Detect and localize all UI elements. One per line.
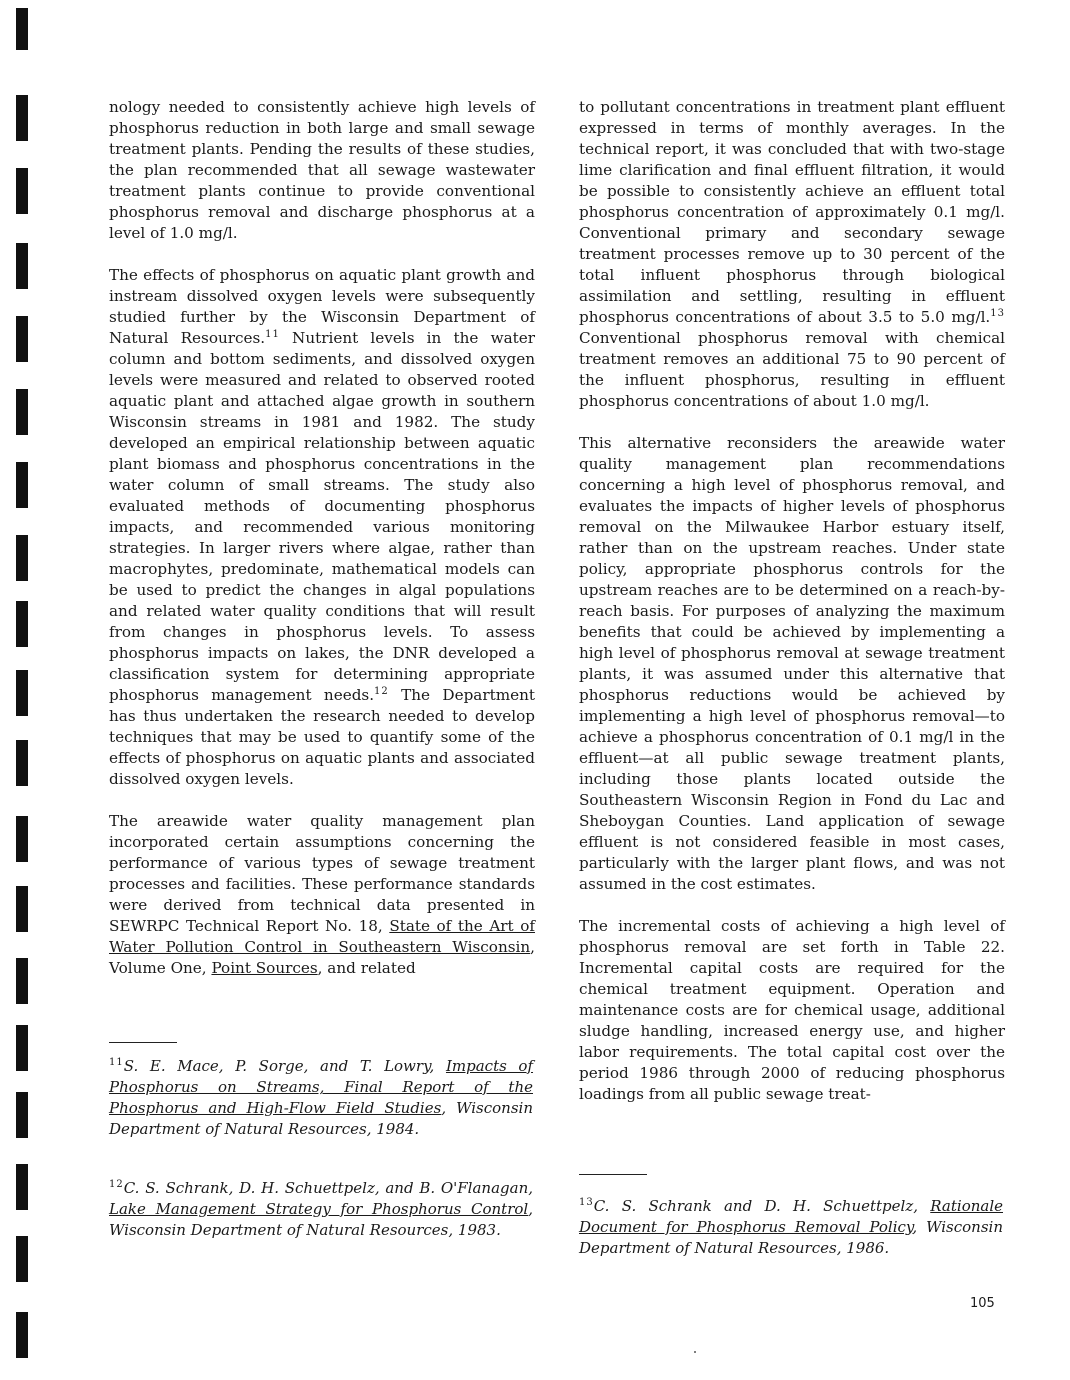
right-paragraph-1: to pollutant concentrations in treatment plant effluent expressed in terms of monthly averages. In the technical report, it was concluded that with two-stage lime clarification and final effluent filtration, it would be possible to consistently achieve an effluent total phosphorus concentration of approximately 0.1 mg/l. Conventional primary and secondary sewage treatment processes remove up to 30 percent of the total influent phosphorus through biological assimilation and settling, resulting in effluent phosphorus concentrations of about 3.5 to 5.0 mg/l.$^{13}$ Conventional phosphorus removal with chemical treatment removes an additional 75 to 90 percent of the influent phosphorus, resulting in effluent phosphorus concentrations of about 1.0 mg/l. — [579, 98, 1005, 410]
footnote-13: $^{13}$C. S. Schrank and D. H. Schuettpelz, Rationale Document for Phosphorus Removal Policy, Wisconsin Department of Natural Resources, 1986. — [579, 1197, 1004, 1257]
binding-bar — [16, 389, 28, 435]
footnote-rule-right — [579, 1174, 647, 1175]
binding-bar — [16, 243, 28, 289]
binding-bar — [16, 1092, 28, 1138]
right-column — [579, 97, 1005, 1126]
binding-bar — [16, 601, 28, 647]
binding-bar — [16, 740, 28, 786]
binding-bar — [16, 95, 28, 141]
footnote-12: $^{12}$C. S. Schrank, D. H. Schuettpelz, and B. O'Flanagan, Lake Management Strategy for Phosphorus Control, Wisconsin Department of Natural Resources, 1983. — [109, 1179, 533, 1239]
binding-bar — [16, 1025, 28, 1071]
binding-bar — [16, 535, 28, 581]
binding-bar — [16, 886, 28, 932]
right-paragraph-3: The incremental costs of achieving a high level of phosphorus removal are set forth in Table 22. Incremental capital costs are required for the chemical treatment equipment. Operation and maintenance costs are for chemical usage, additional sludge handling, increased energy use, and higher labor requirements. The total capital cost over the period 1986 through 2000 of reducing phosphorus loadings from all public sewage treat- — [579, 917, 1005, 1103]
left-paragraph-3: The areawide water quality management plan incorporated certain assumptions concerning the performance of various types of sewage treatment processes and facilities. These performance standards were derived from technical data presented in SEWRPC Technical Report No. 18, State of the Art of Water Pollution Control in Southeastern Wisconsin, Volume One, Point Sources, and related — [109, 812, 535, 977]
binding-bar — [16, 462, 28, 508]
footnote-ref-13: 13 — [990, 308, 1005, 319]
binding-bar — [16, 816, 28, 862]
footnote-11: $^{11}$S. E. Mace, P. Sorge, and T. Lowry, Impacts of Phosphorus on Streams, Final Report of the Phosphorus and High-Flow Field Studies, Wisconsin Department of Natural Resources, 1984. — [109, 1057, 534, 1138]
binding-bar — [16, 1236, 28, 1282]
page-number: 105 — [970, 1296, 995, 1311]
volume-title: Point Sources — [211, 959, 318, 977]
binding-bar — [16, 1164, 28, 1210]
footnote-ref-11: 11 — [265, 329, 280, 340]
left-paragraph-1: nology needed to consistently achieve high levels of phosphorus reduction in both large and small sewage treatment plants. Pending the results of these studies, the plan recommended that all sewage wastewater treatment plants continue to provide conventional phosphorus removal and discharge phosphorus at a level of 1.0 mg/l. — [109, 98, 535, 242]
footnote-rule-left — [109, 1042, 177, 1043]
binding-bar — [16, 958, 28, 1004]
footnote-ref-12: 12 — [374, 686, 389, 697]
right-paragraph-2: This alternative reconsiders the areawide water quality management plan recommendations concerning a high level of phosphorus removal, and evaluates the impacts of higher levels of phosphorus removal on the Milwaukee Harbor estuary itself, rather than on the upstream reaches. Under state policy, appropriate phosphorus controls for the upstream reaches are to be determined on a reach-by-reach basis. For purposes of analyzing the maximum benefits that could be achieved by implementing a high level of phosphorus removal at sewage treatment plants, it was assumed under this alternative that phosphorus reductions would be achieved by implementing a high level of phosphorus removal—to achieve a phosphorus concentration of 0.1 mg/l in the effluent—at all public sewage treatment plants, including those plants located outside the Southeastern Wisconsin Region in Fond du Lac and Sheboygan Counties. Land application of sewage effluent is not considered feasible in most cases, particularly with the larger plant flows, and was not assumed in the cost estimates. — [579, 434, 1005, 893]
report-title: State of the Art of Water Pollution Control in Southeastern Wisconsin — [109, 917, 535, 956]
binding-bar — [16, 8, 28, 50]
binding-bar — [16, 168, 28, 214]
left-column — [109, 97, 535, 1000]
binding-bar — [16, 1312, 28, 1358]
binding-bar — [16, 670, 28, 716]
left-paragraph-2: The effects of phosphorus on aquatic plant growth and instream dissolved oxygen levels were subsequently studied further by the Wisconsin Department of Natural Resources.$^{11}$ Nutrient levels in the water column and bottom sediments, and dissolved oxygen levels were measured and related to observed rooted aquatic plant and attached algae growth in southern Wisconsin streams in 1981 and 1982. The study developed an empirical relationship between aquatic plant biomass and phosphorus concentrations in the water column of small streams. The study also evaluated methods of documenting phosphorus impacts, and recommended various monitoring strategies. In larger rivers where algae, rather than macrophytes, predominate, mathematical models can be used to predict the changes in algal populations and related water quality conditions that will result from changes in phosphorus levels. To assess phosphorus impacts on lakes, the DNR developed a classification system for determining appropriate phosphorus management needs.$^{12}$ The Department has thus undertaken the research needed to develop techniques that may be used to quantify some of the effects of phosphorus on aquatic plants and associated dissolved oxygen levels. — [109, 266, 535, 788]
scan-speck — [694, 1351, 696, 1353]
binding-bar — [16, 316, 28, 362]
